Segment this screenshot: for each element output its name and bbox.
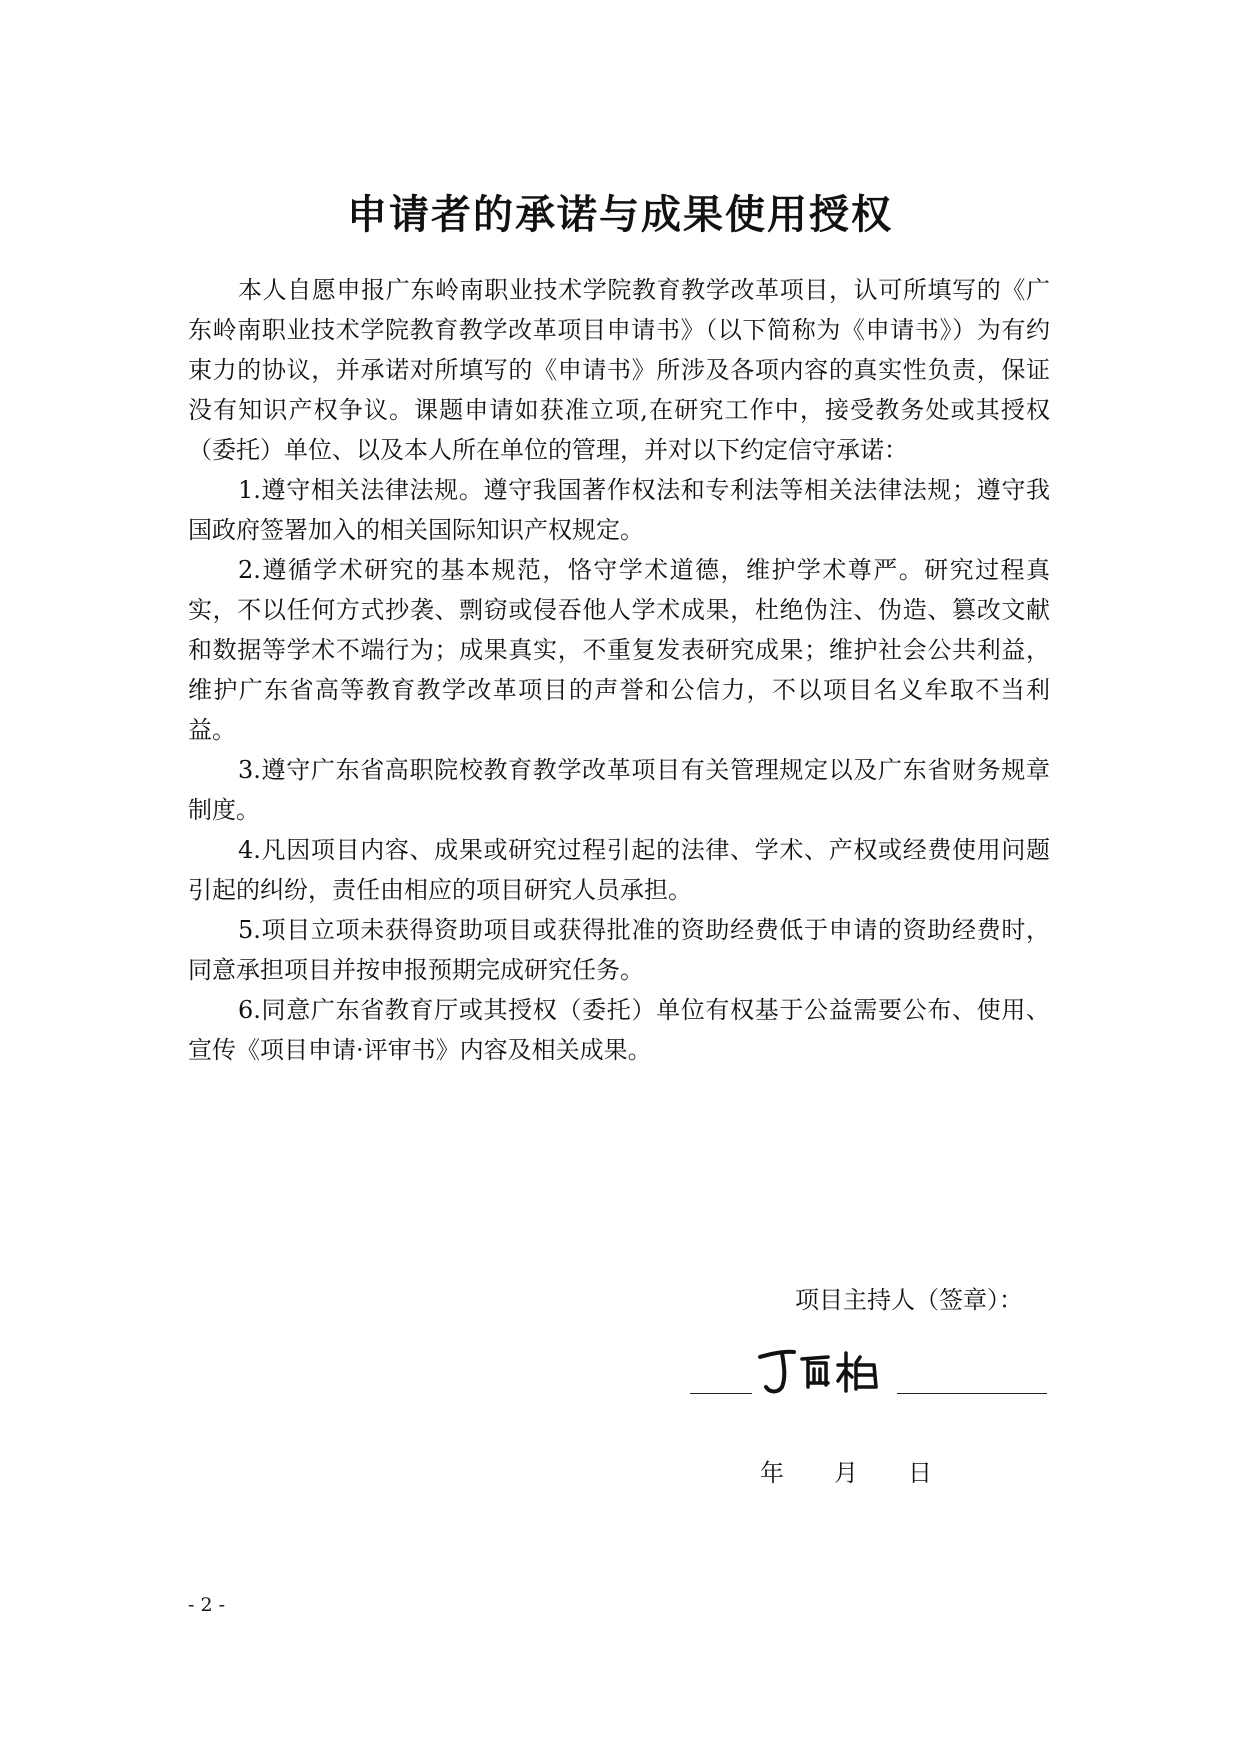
date-year-label: 年 bbox=[760, 1459, 784, 1487]
paragraph-item-1: 1.遵守相关法律法规。遵守我国著作权法和专利法等相关法律法规；遵守我国政府签署加入的相关国际知识产权规定。 bbox=[188, 476, 1050, 544]
paragraph-item-4: 4.凡因项目内容、成果或研究过程引起的法律、学术、产权或经费使用问题引起的纠纷，责任由相应的项目研究人员承担。 bbox=[188, 836, 1050, 904]
paragraph-intro: 本人自愿申报广东岭南职业技术学院教育教学改革项目，认可所填写的《广东岭南职业技术学院教育教学改革项目申请书》（以下简称为《申请书》）为有约束力的协议，并承诺对所填写的《申请书》所涉及各项内容的真实性负责，保证没有知识产权争议。课题申请如获准立项,在研究工作中，接受教务处或其授权（委托）单位、以及本人所在单位的管理，并对以下约定信守承诺： bbox=[188, 276, 1050, 464]
signature-line-right bbox=[897, 1393, 1047, 1394]
document-title: 申请者的承诺与成果使用授权 bbox=[347, 192, 893, 238]
handwritten-signature bbox=[752, 1335, 902, 1405]
date-row bbox=[760, 1455, 932, 1491]
signature-label: 项目主持人（签章）： bbox=[795, 1286, 1023, 1314]
commitment-body bbox=[188, 270, 1050, 1070]
paragraph-item-6: 6.同意广东省教育厅或其授权（委托）单位有权基于公益需要公布、使用、宣传《项目申请·评审书》内容及相关成果。 bbox=[188, 996, 1050, 1064]
paragraph-item-2: 2.遵循学术研究的基本规范，恪守学术道德，维护学术尊严。研究过程真实，不以任何方式抄袭、剽窃或侵吞他人学术成果，杜绝伪注、伪造、篡改文献和数据等学术不端行为；成果真实，不重复发表研究成果；维护社会公共利益，维护广东省高等教育教学改革项目的声誉和公信力，不以项目名义牟取不当利益。 bbox=[188, 556, 1050, 744]
paragraph-item-5: 5.项目立项未获得资助项目或获得批准的资助经费低于申请的资助经费时，同意承担项目并按申报预期完成研究任务。 bbox=[188, 916, 1050, 984]
signature-line-left bbox=[690, 1393, 752, 1394]
date-day-label: 日 bbox=[908, 1459, 932, 1487]
date-month-label: 月 bbox=[834, 1459, 858, 1487]
paragraph-item-3: 3.遵守广东省高职院校教育教学改革项目有关管理规定以及广东省财务规章制度。 bbox=[188, 756, 1050, 824]
page-number: - 2 - bbox=[188, 1594, 226, 1616]
